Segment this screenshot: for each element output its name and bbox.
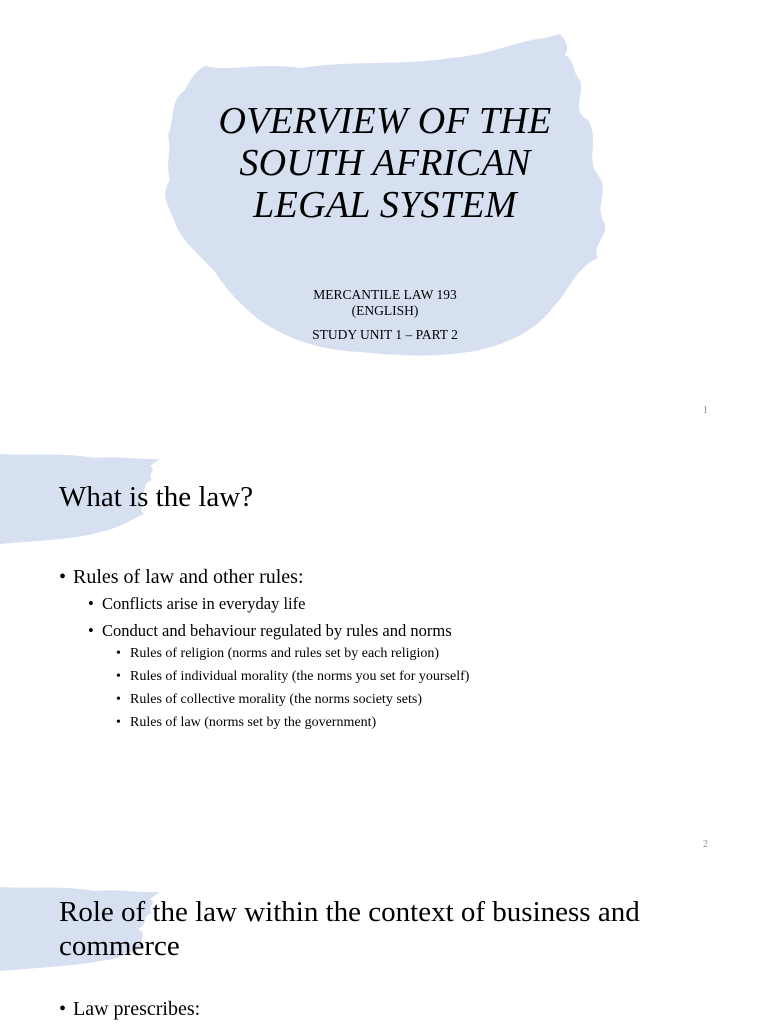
bullet-list xyxy=(59,996,200,1022)
slide-3 xyxy=(0,865,768,1024)
subtitle-line: STUDY UNIT 1 – PART 2 xyxy=(312,327,458,342)
list-item: • Rules of religion (norms and rules set by each religion) xyxy=(59,645,739,662)
subtitle-line: (ENGLISH) xyxy=(351,303,419,318)
list-item: • Rules of law (norms set by the government) xyxy=(59,714,739,731)
slide-2 xyxy=(0,432,768,865)
list-item: • Rules of collective morality (the norms society sets) xyxy=(59,691,739,708)
title-slide-subtitle xyxy=(230,287,540,343)
list-item: • Conduct and behaviour regulated by rules and norms xyxy=(59,621,739,640)
list-item: • Rules of individual morality (the norms you set for yourself) xyxy=(59,668,739,685)
subtitle-line: MERCANTILE LAW 193 xyxy=(313,287,457,302)
title-line: LEGAL SYSTEM xyxy=(253,184,517,226)
title-line: OVERVIEW OF THE xyxy=(218,100,552,142)
slide-number: 2 xyxy=(703,839,708,850)
list-item: • Conflicts arise in everyday life xyxy=(59,594,739,613)
list-item: • Law prescribes: xyxy=(59,996,200,1022)
slide-number: 1 xyxy=(703,405,708,416)
bullet-list xyxy=(59,564,739,731)
slide-1 xyxy=(0,0,768,432)
slide-heading: What is the law? xyxy=(59,481,254,513)
list-item: • Rules of law and other rules: xyxy=(59,564,739,590)
slide-heading: Role of the law within the context of business and commerce xyxy=(59,896,640,962)
title-slide-heading xyxy=(160,100,610,226)
title-line: SOUTH AFRICAN xyxy=(239,142,531,184)
